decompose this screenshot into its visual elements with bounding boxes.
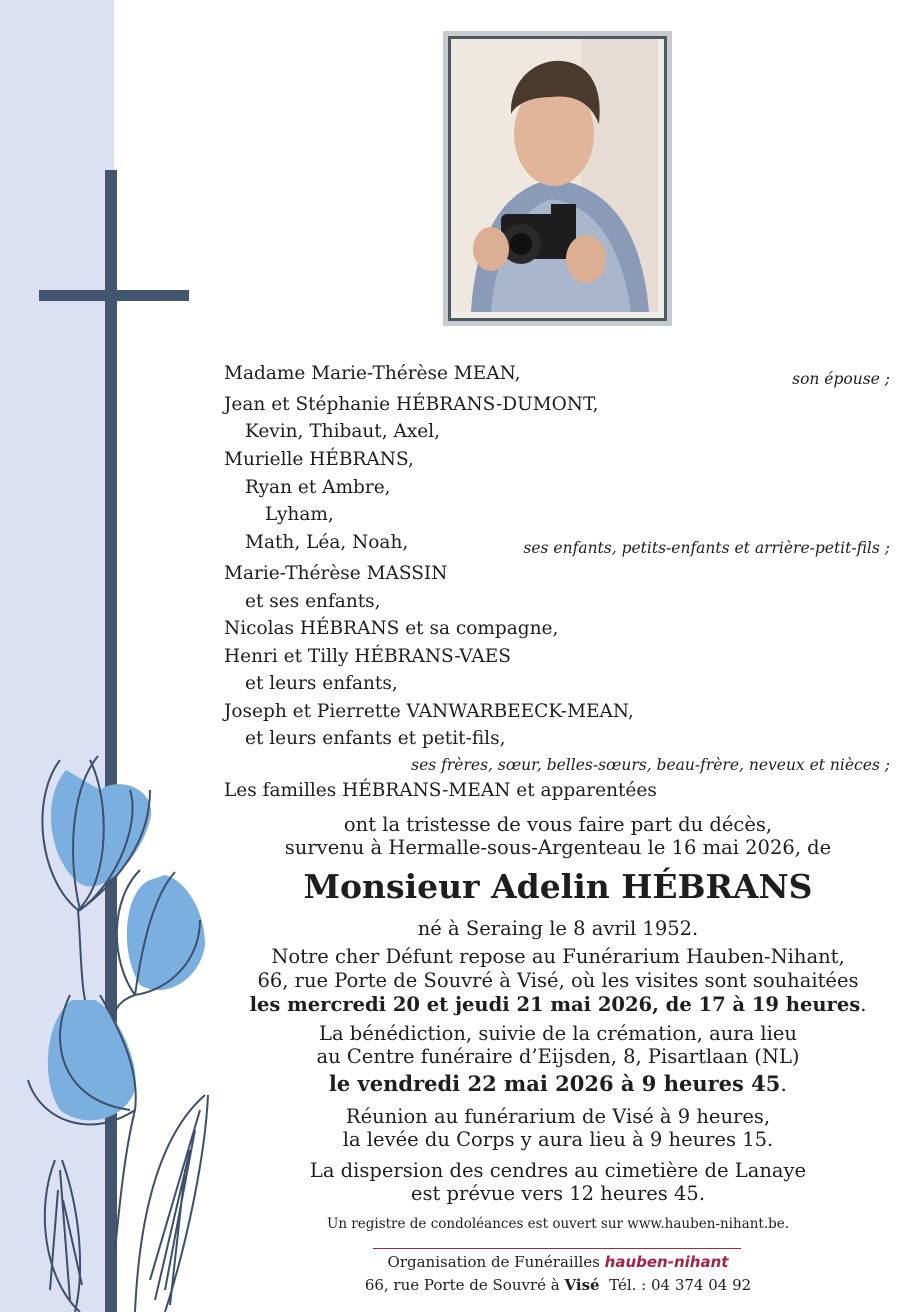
visitation-line: 66, rue Porte de Souvré à Visé, où les visites sont souhaitées	[257, 969, 859, 992]
visitation-dates-bold: les mercredi 20 et jeudi 21 mai 2026, de 17 à 19 heures	[249, 993, 861, 1016]
family-member: Ryan et Ambre,	[245, 477, 391, 498]
family-member: Joseph et Pierrette VANWARBEECK-MEAN,	[224, 701, 634, 722]
portrait-frame	[443, 31, 672, 326]
family-member: et ses enfants,	[245, 591, 381, 612]
family-member: Henri et Tilly HÉBRANS-VAES	[224, 646, 511, 667]
family-member: et leurs enfants,	[245, 673, 398, 694]
footer-org	[223, 1253, 893, 1271]
family-member: Lyham,	[265, 504, 334, 525]
visitation-dates-end: .	[860, 993, 867, 1016]
family-member: Murielle HÉBRANS,	[224, 449, 414, 470]
ceremony-date-bold: le vendredi 22 mai 2026 à 9 heures 45	[328, 1071, 781, 1096]
role-spouse: son épouse ;	[792, 370, 890, 388]
footer-divider	[373, 1248, 741, 1249]
role-children: ses enfants, petits-enfants et arrière-petit-fils ;	[523, 539, 890, 557]
footer-address	[223, 1276, 893, 1294]
ceremony-line: au Centre funéraire d’Eijsden, 8, Pisartlaan (NL)	[316, 1045, 800, 1068]
meeting-line: la levée du Corps y aura lieu à 9 heures 15.	[342, 1128, 774, 1151]
tulip-icon	[28, 756, 208, 1312]
ceremony-date-end: .	[780, 1072, 788, 1096]
brand-logo: hauben-nihant	[604, 1253, 729, 1271]
family-member: Marie-Thérèse MASSIN	[224, 563, 448, 584]
family-member: Les familles HÉBRANS-MEAN et apparentées	[224, 780, 657, 801]
family-member: Madame Marie-Thérèse MEAN,	[224, 363, 521, 384]
condolence-register: Un registre de condoléances est ouvert sur www.hauben-nihant.be.	[326, 1216, 790, 1232]
announcement-line: ont la tristesse de vous faire part du décès,	[343, 813, 773, 836]
family-member: Kevin, Thibaut, Axel,	[245, 421, 441, 442]
footer-org-label: Organisation de Funérailles	[387, 1253, 600, 1271]
announcement-line: survenu à Hermalle-sous-Argenteau le 16 mai 2026, de	[284, 836, 832, 859]
footer-street: 66, rue Porte de Souvré à	[364, 1276, 560, 1294]
footer-city: Visé	[564, 1276, 600, 1294]
dispersion-line: est prévue vers 12 heures 45.	[410, 1182, 706, 1205]
visitation-dates	[223, 993, 893, 1016]
ceremony-line: La bénédiction, suivie de la crémation, aura lieu	[319, 1022, 797, 1045]
dispersion-line: La dispersion des cendres au cimetière de Lanaye	[309, 1159, 807, 1182]
cross-icon	[39, 170, 189, 1312]
deceased-name: Monsieur Adelin HÉBRANS	[303, 867, 813, 906]
portrait-photo	[448, 36, 667, 321]
family-member: et leurs enfants et petit-fils,	[245, 728, 506, 749]
meeting-line: Réunion au funérarium de Visé à 9 heures,	[345, 1105, 771, 1128]
portrait-man-with-camera-image	[451, 39, 658, 312]
visitation-line: Notre cher Défunt repose au Funérarium Hauben-Nihant,	[271, 945, 845, 968]
footer-phone: Tél. : 04 374 04 92	[609, 1276, 752, 1294]
family-member: Nicolas HÉBRANS et sa compagne,	[224, 618, 559, 639]
family-member: Jean et Stéphanie HÉBRANS-DUMONT,	[224, 394, 599, 415]
family-member: Math, Léa, Noah,	[245, 532, 409, 553]
role-siblings: ses frères, sœur, belles-sœurs, beau-frère, neveux et nièces ;	[411, 756, 890, 774]
birth-info: né à Seraing le 8 avril 1952.	[417, 917, 699, 940]
ceremony-date	[223, 1071, 893, 1096]
